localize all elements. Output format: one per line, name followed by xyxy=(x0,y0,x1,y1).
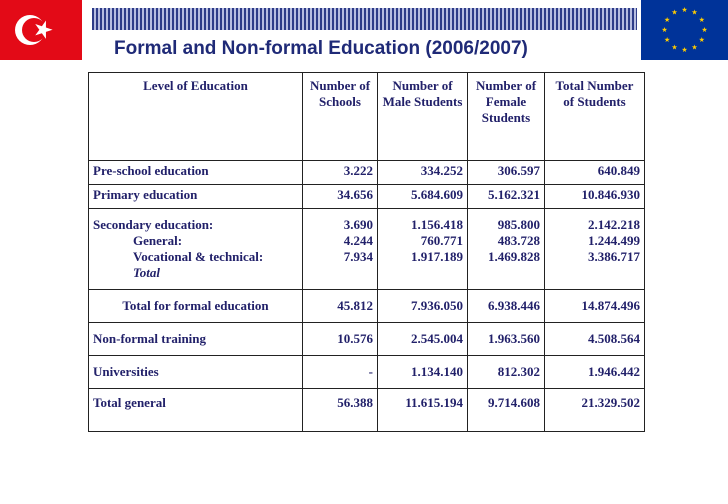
cell-male: 7.936.050 xyxy=(378,290,468,323)
secondary-sum-male: 1.917.189 xyxy=(411,249,463,264)
secondary-label: Secondary education: xyxy=(93,217,214,232)
table-row-formal-total xyxy=(89,290,645,323)
header-male: Number of Male Students xyxy=(378,73,468,161)
table-header-row xyxy=(89,73,645,161)
cell-female: 6.938.446 xyxy=(468,290,545,323)
table-row-primary xyxy=(89,185,645,209)
row-label: Total for formal education xyxy=(89,290,303,323)
secondary-sum-total: 3.386.717 xyxy=(588,249,640,264)
table-row-total-general xyxy=(89,389,645,432)
secondary-vocational-total: 1.244.499 xyxy=(588,233,640,248)
cell-schools: 56.388 xyxy=(303,389,378,432)
cell-female: 9.714.608 xyxy=(468,389,545,432)
secondary-vocational-male: 760.771 xyxy=(420,233,463,248)
table-row-secondary xyxy=(89,209,645,290)
crescent-star-icon xyxy=(0,0,82,60)
svg-text:★: ★ xyxy=(671,8,678,17)
secondary-general-female: 985.800 xyxy=(497,217,540,232)
cell-male: 1.134.140 xyxy=(378,356,468,389)
row-label: Pre-school education xyxy=(89,161,303,185)
svg-text:★: ★ xyxy=(691,8,698,17)
table-row-universities xyxy=(89,356,645,389)
education-table xyxy=(88,72,645,432)
svg-text:★: ★ xyxy=(664,16,671,24)
row-label-secondary xyxy=(89,209,303,290)
cell-total: 21.329.502 xyxy=(545,389,645,432)
cell-female: 306.597 xyxy=(468,161,545,185)
cell-schools: 34.656 xyxy=(303,185,378,209)
row-label: Non-formal training xyxy=(89,323,303,356)
cell-female: 812.302 xyxy=(468,356,545,389)
row-label: Total general xyxy=(89,389,303,432)
svg-text:★: ★ xyxy=(698,16,705,24)
secondary-general-schools: 3.690 xyxy=(343,217,373,232)
cell-schools: 45.812 xyxy=(303,290,378,323)
cell-total xyxy=(545,209,645,290)
svg-text:★: ★ xyxy=(691,43,698,52)
cell-schools xyxy=(303,209,378,290)
secondary-vocational-schools: 4.244 xyxy=(343,233,373,248)
cell-schools: 3.222 xyxy=(303,161,378,185)
row-label: Primary education xyxy=(89,185,303,209)
turkey-flag xyxy=(0,0,82,60)
cell-male: 11.615.194 xyxy=(378,389,468,432)
secondary-sum-female: 1.469.828 xyxy=(488,249,540,264)
eu-stars-icon xyxy=(641,0,728,60)
cell-schools: - xyxy=(303,356,378,389)
secondary-vocational-label: Vocational & technical: xyxy=(133,249,264,264)
header-level: Level of Education xyxy=(89,73,303,161)
cell-total: 640.849 xyxy=(545,161,645,185)
page-title: Formal and Non-formal Education (2006/2007) xyxy=(114,38,528,59)
svg-text:★: ★ xyxy=(664,36,671,44)
header-schools: Number of Schools xyxy=(303,73,378,161)
eu-flag xyxy=(641,0,728,60)
secondary-vocational-female: 483.728 xyxy=(497,233,540,248)
secondary-general-male: 1.156.418 xyxy=(411,217,463,232)
svg-text:★: ★ xyxy=(701,26,708,34)
secondary-general-label: General: xyxy=(133,233,183,248)
table-row-preschool xyxy=(89,161,645,185)
svg-text:★: ★ xyxy=(671,43,678,52)
cell-female: 5.162.321 xyxy=(468,185,545,209)
cell-male: 5.684.609 xyxy=(378,185,468,209)
cell-total: 10.846.930 xyxy=(545,185,645,209)
table-row-nonformal xyxy=(89,323,645,356)
cell-total: 4.508.564 xyxy=(545,323,645,356)
cell-male: 334.252 xyxy=(378,161,468,185)
secondary-sum-schools: 7.934 xyxy=(343,249,373,264)
cell-total: 1.946.442 xyxy=(545,356,645,389)
cell-total: 14.874.496 xyxy=(545,290,645,323)
header-female: Number of Female Students xyxy=(468,73,545,161)
secondary-total-label: Total xyxy=(133,265,160,280)
row-label: Universities xyxy=(89,356,303,389)
cell-male xyxy=(378,209,468,290)
svg-text:★: ★ xyxy=(698,36,705,44)
cell-female xyxy=(468,209,545,290)
svg-text:★: ★ xyxy=(681,6,688,14)
svg-text:★: ★ xyxy=(681,46,688,54)
cell-female: 1.963.560 xyxy=(468,323,545,356)
svg-text:★: ★ xyxy=(661,26,668,34)
cell-male: 2.545.004 xyxy=(378,323,468,356)
header-total: Total Number of Students xyxy=(545,73,645,161)
cell-schools: 10.576 xyxy=(303,323,378,356)
header-band xyxy=(92,8,637,30)
secondary-general-total: 2.142.218 xyxy=(588,217,640,232)
